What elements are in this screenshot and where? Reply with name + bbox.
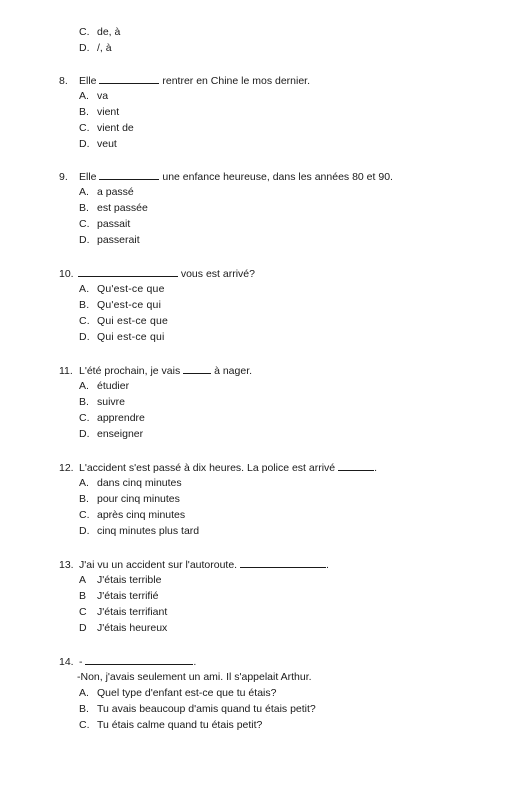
answer-blank xyxy=(99,74,159,84)
q11-option-d xyxy=(79,428,143,440)
q14-option-a xyxy=(79,687,276,699)
option-letter: C xyxy=(79,606,87,618)
q10-option-b xyxy=(79,299,161,311)
option-text: Qu'est-ce qui xyxy=(97,299,162,311)
option-text: étudier xyxy=(97,380,130,392)
option-text: Qui est-ce que xyxy=(97,315,169,327)
question-text-before: L'accident s'est passé à dix heures. La police est arrivé xyxy=(79,462,336,474)
option-letter: B. xyxy=(79,106,89,118)
option-letter: D. xyxy=(79,42,90,54)
q13-option-d xyxy=(79,622,167,634)
question-10 xyxy=(59,267,255,280)
option-letter: A. xyxy=(79,380,89,392)
option-text: dans cinq minutes xyxy=(97,477,182,489)
option-letter: B. xyxy=(79,202,89,214)
q8-option-a xyxy=(79,90,108,102)
option-text: passerait xyxy=(97,234,140,246)
option-letter: C. xyxy=(79,315,90,327)
option-text: vient xyxy=(97,106,120,118)
answer-blank xyxy=(240,558,326,568)
q9-option-d xyxy=(79,234,140,246)
question-9 xyxy=(59,170,393,183)
q13-option-c xyxy=(79,606,167,618)
question-number: 8. xyxy=(59,75,68,87)
option-text: va xyxy=(97,90,109,102)
option-letter: B xyxy=(79,590,87,602)
q14-reply: -Non, j'avais seulement un ami. Il s'appelait Arthur. xyxy=(77,671,312,683)
question-text-after: vous est arrivé? xyxy=(180,268,255,280)
option-letter: A xyxy=(79,574,87,586)
option-letter: A. xyxy=(79,90,89,102)
question-text-after: . xyxy=(193,656,197,668)
answer-blank xyxy=(99,170,159,180)
q12-option-c xyxy=(79,509,185,521)
option-letter: C. xyxy=(79,26,90,38)
option-c-prev xyxy=(79,26,120,38)
q10-option-d xyxy=(79,331,165,343)
option-letter: A. xyxy=(79,186,89,198)
question-13 xyxy=(59,558,329,571)
question-text-after: une enfance heureuse, dans les années 80 et 90. xyxy=(162,171,393,183)
question-12 xyxy=(59,461,377,474)
question-text-after: . xyxy=(374,462,377,474)
option-text: Qui est-ce qui xyxy=(97,331,165,343)
question-number: 14. xyxy=(59,656,74,668)
answer-blank xyxy=(78,267,178,277)
q10-option-a xyxy=(79,283,165,295)
option-letter: C. xyxy=(79,719,90,731)
option-letter: B. xyxy=(79,299,90,311)
option-text: J'étais heureux xyxy=(97,622,168,634)
option-text: cinq minutes plus tard xyxy=(97,525,200,537)
q11-option-b xyxy=(79,396,125,408)
option-letter: B. xyxy=(79,703,89,715)
q13-option-b xyxy=(79,590,159,602)
answer-blank xyxy=(183,364,211,374)
option-letter: C. xyxy=(79,122,90,134)
q10-option-c xyxy=(79,315,168,327)
q11-option-a xyxy=(79,380,129,392)
option-text: passait xyxy=(97,218,131,230)
option-text: suivre xyxy=(97,396,126,408)
answer-blank xyxy=(338,461,374,471)
question-14 xyxy=(59,655,196,668)
option-letter: B. xyxy=(79,396,89,408)
q13-option-a xyxy=(79,574,161,586)
question-number: 12. xyxy=(59,462,74,474)
option-text: enseigner xyxy=(97,428,144,440)
option-text: J'étais terrible xyxy=(97,574,162,586)
option-letter: D. xyxy=(79,331,90,343)
option-text: Tu étais calme quand tu étais petit? xyxy=(97,719,263,731)
question-text-before: Elle xyxy=(79,75,97,87)
question-text-after: . xyxy=(326,559,329,571)
question-11 xyxy=(59,364,252,377)
option-text: Quel type d'enfant est-ce que tu étais? xyxy=(97,687,277,699)
q8-option-b xyxy=(79,106,119,118)
option-letter: C. xyxy=(79,412,90,424)
option-letter: D xyxy=(79,622,87,634)
option-text: J'étais terrifié xyxy=(97,590,159,602)
option-text: veut xyxy=(97,138,117,150)
q14-option-b xyxy=(79,703,316,715)
option-letter: D. xyxy=(79,234,90,246)
question-text-before: L'été prochain, je vais xyxy=(79,365,181,377)
question-text-before: J'ai vu un accident sur l'autoroute. xyxy=(79,559,238,571)
q8-option-c xyxy=(79,122,134,134)
question-8 xyxy=(59,74,310,87)
option-text: vient de xyxy=(97,122,134,134)
question-text-after: rentrer en Chine le mos dernier. xyxy=(162,75,311,87)
q12-option-b xyxy=(79,493,180,505)
q9-option-c xyxy=(79,218,130,230)
option-text: Tu avais beaucoup d'amis quand tu étais petit? xyxy=(97,703,316,715)
option-text: Qu'est-ce que xyxy=(97,283,165,295)
option-d-prev xyxy=(79,42,112,54)
question-text-after: à nager. xyxy=(214,365,253,377)
option-letter: C. xyxy=(79,218,90,230)
question-number: 13. xyxy=(59,559,74,571)
question-number: 10. xyxy=(59,268,74,280)
q9-option-b xyxy=(79,202,148,214)
option-letter: D. xyxy=(79,428,90,440)
q11-option-c xyxy=(79,412,145,424)
option-letter: D. xyxy=(79,138,90,150)
option-text: a passé xyxy=(97,186,134,198)
q14-option-c xyxy=(79,719,262,731)
option-letter: A. xyxy=(79,283,90,295)
option-letter: D. xyxy=(79,525,90,537)
question-text-before: - xyxy=(79,656,83,668)
q12-option-d xyxy=(79,525,199,537)
option-letter: B. xyxy=(79,493,89,505)
q9-option-a xyxy=(79,186,134,198)
option-text: après cinq minutes xyxy=(97,509,186,521)
question-text-before: Elle xyxy=(79,171,97,183)
answer-blank xyxy=(85,655,193,665)
option-text: J'étais terrifiant xyxy=(97,606,168,618)
option-letter: A. xyxy=(79,687,89,699)
option-letter: C. xyxy=(79,509,90,521)
question-number: 9. xyxy=(59,171,68,183)
option-text: /, à xyxy=(97,42,112,54)
option-text: apprendre xyxy=(97,412,145,424)
q8-option-d xyxy=(79,138,117,150)
question-number: 11. xyxy=(59,365,73,377)
option-text: de, à xyxy=(97,26,121,38)
option-letter: A. xyxy=(79,477,89,489)
option-text: pour cinq minutes xyxy=(97,493,180,505)
option-text: est passée xyxy=(97,202,148,214)
q12-option-a xyxy=(79,477,182,489)
